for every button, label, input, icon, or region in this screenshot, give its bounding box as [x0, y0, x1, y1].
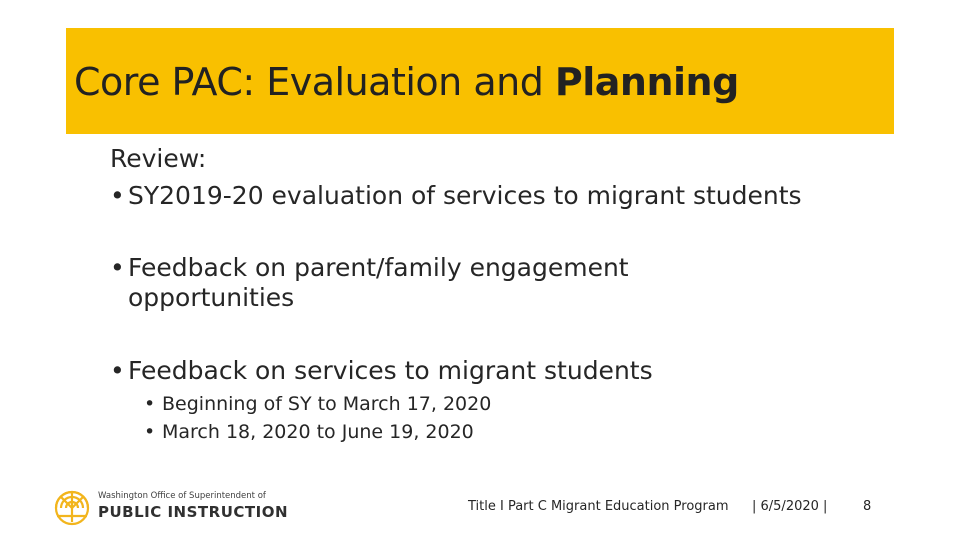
bullet-item	[110, 253, 629, 313]
bullet-marker: •	[110, 181, 125, 210]
logo-title: PUBLIC INSTRUCTION	[98, 503, 289, 521]
bullet-item	[110, 356, 653, 386]
sub-bullet-marker: •	[144, 393, 156, 415]
slide-content	[110, 144, 900, 443]
bullet-item	[110, 181, 802, 211]
footer-date: | 6/5/2020 |	[752, 499, 828, 514]
page-number: 8	[863, 499, 872, 514]
bullet-text: Feedback on services to migrant students	[128, 356, 653, 385]
bullet-marker: •	[110, 253, 125, 282]
title-bar	[66, 28, 894, 134]
bullet-text: Feedback on parent/family engagement	[128, 253, 629, 282]
ospi-logo	[52, 486, 289, 526]
title-bold: Planning	[554, 60, 739, 104]
sub-bullet-marker: •	[144, 421, 156, 443]
sun-logo-icon	[52, 486, 92, 526]
bullet-marker: •	[110, 356, 125, 385]
bullet-text-continued: opportunities	[128, 283, 295, 312]
slide-title	[74, 60, 739, 104]
logo-subtitle: Washington Office of Superintendent of	[98, 491, 266, 501]
sub-bullet-item	[144, 418, 474, 446]
bullet-text: SY2019-20 evaluation of services to migrant students	[128, 181, 802, 210]
intro-text: Review:	[110, 144, 207, 173]
footer-program: Title I Part C Migrant Education Program	[468, 499, 729, 514]
title-regular: Core PAC: Evaluation and	[74, 60, 555, 104]
sub-bullet-text: March 18, 2020 to June 19, 2020	[162, 421, 474, 443]
sub-bullet-item	[144, 390, 491, 418]
sub-bullet-text: Beginning of SY to March 17, 2020	[162, 393, 492, 415]
